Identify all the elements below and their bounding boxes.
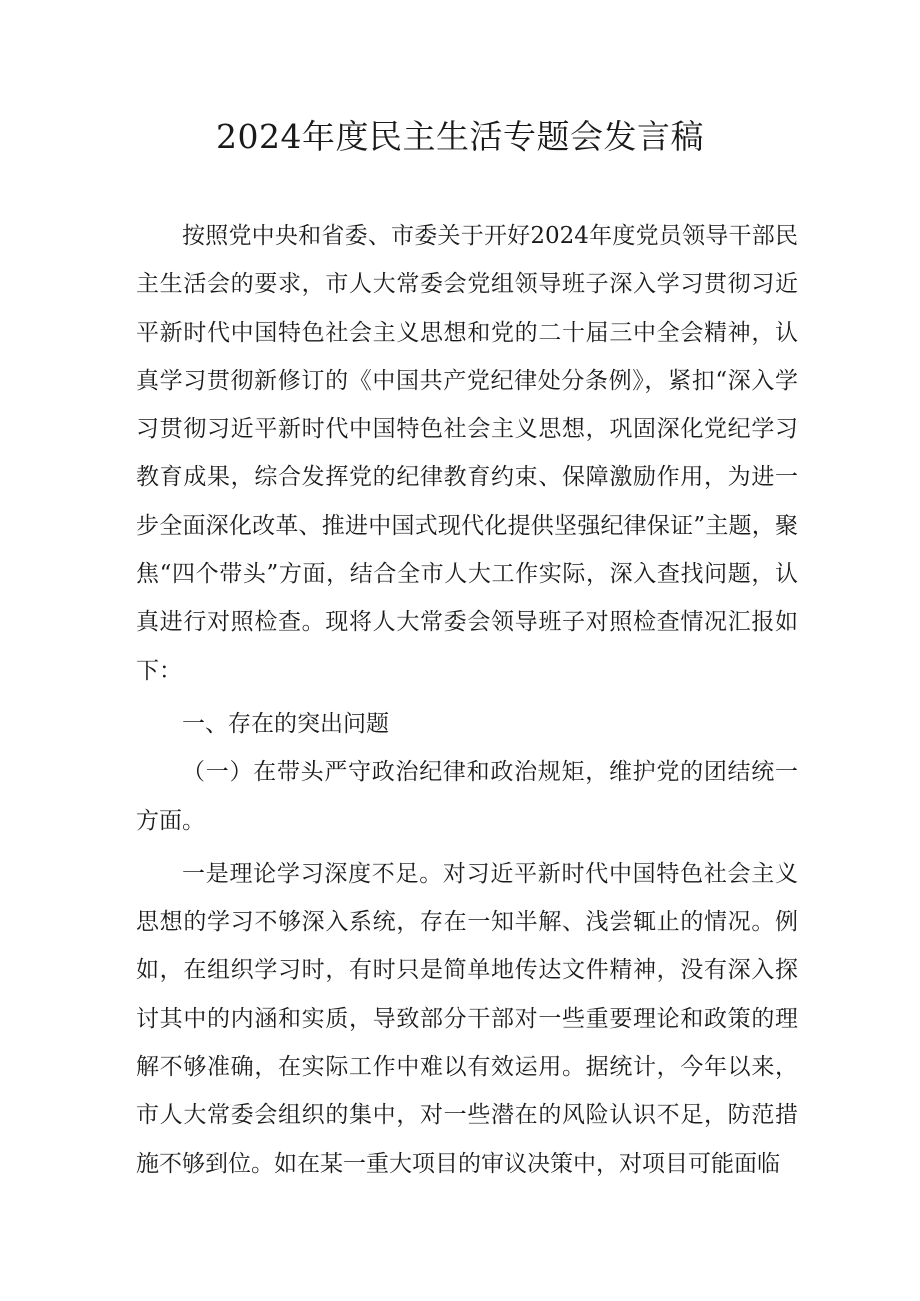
subsection-heading: （一）在带头严守政治纪律和政治规矩，维护党的团结统一方面。 xyxy=(136,759,798,834)
document-body xyxy=(136,212,798,1188)
paragraph-problem-one: 一是理论学习深度不足。对习近平新时代中国特色社会主义思想的学习不够深入系统，存在一知半解、浅尝辄止的情况。例如，在组织学习时，有时只是简单地传达文件精神，没有深入探讨其中的内涵和实质，导致部分干部对一些重要理论和政策的理解不够准确，在实际工作中难以有效运用。据统计，今年以来，市人大常委会组织的集中，对一些潜在的风险认识不足，防范措施不够到位。如在某一重大项目的审议决策中，对项目可能面临 xyxy=(136,860,798,1177)
section-heading: 一、存在的突出问题 xyxy=(182,710,389,737)
paragraph-intro: 按照党中央和省委、市委关于开好2024年度党员领导干部民主生活会的要求，市人大常委会党组领导班子深入学习贯彻习近平新时代中国特色社会主义思想和党的二十届三中全会精神，认真学习贯彻新修订的《中国共产党纪律处分条例》，紧扣“深入学习贯彻习近平新时代中国特色社会主义思想，巩固深化党纪学习教育成果，综合发挥党的纪律教育约束、保障激励作用，为进一步全面深化改革、推进中国式现代化提供坚强纪律保证”主题，聚焦“四个带头”方面，结合全市人大工作实际，深入查找问题，认真进行对照检查。现将人大常委会领导班子对照检查情况汇报如下： xyxy=(136,223,798,684)
document-title: 2024年度民主生活专题会发言稿 xyxy=(216,117,704,156)
